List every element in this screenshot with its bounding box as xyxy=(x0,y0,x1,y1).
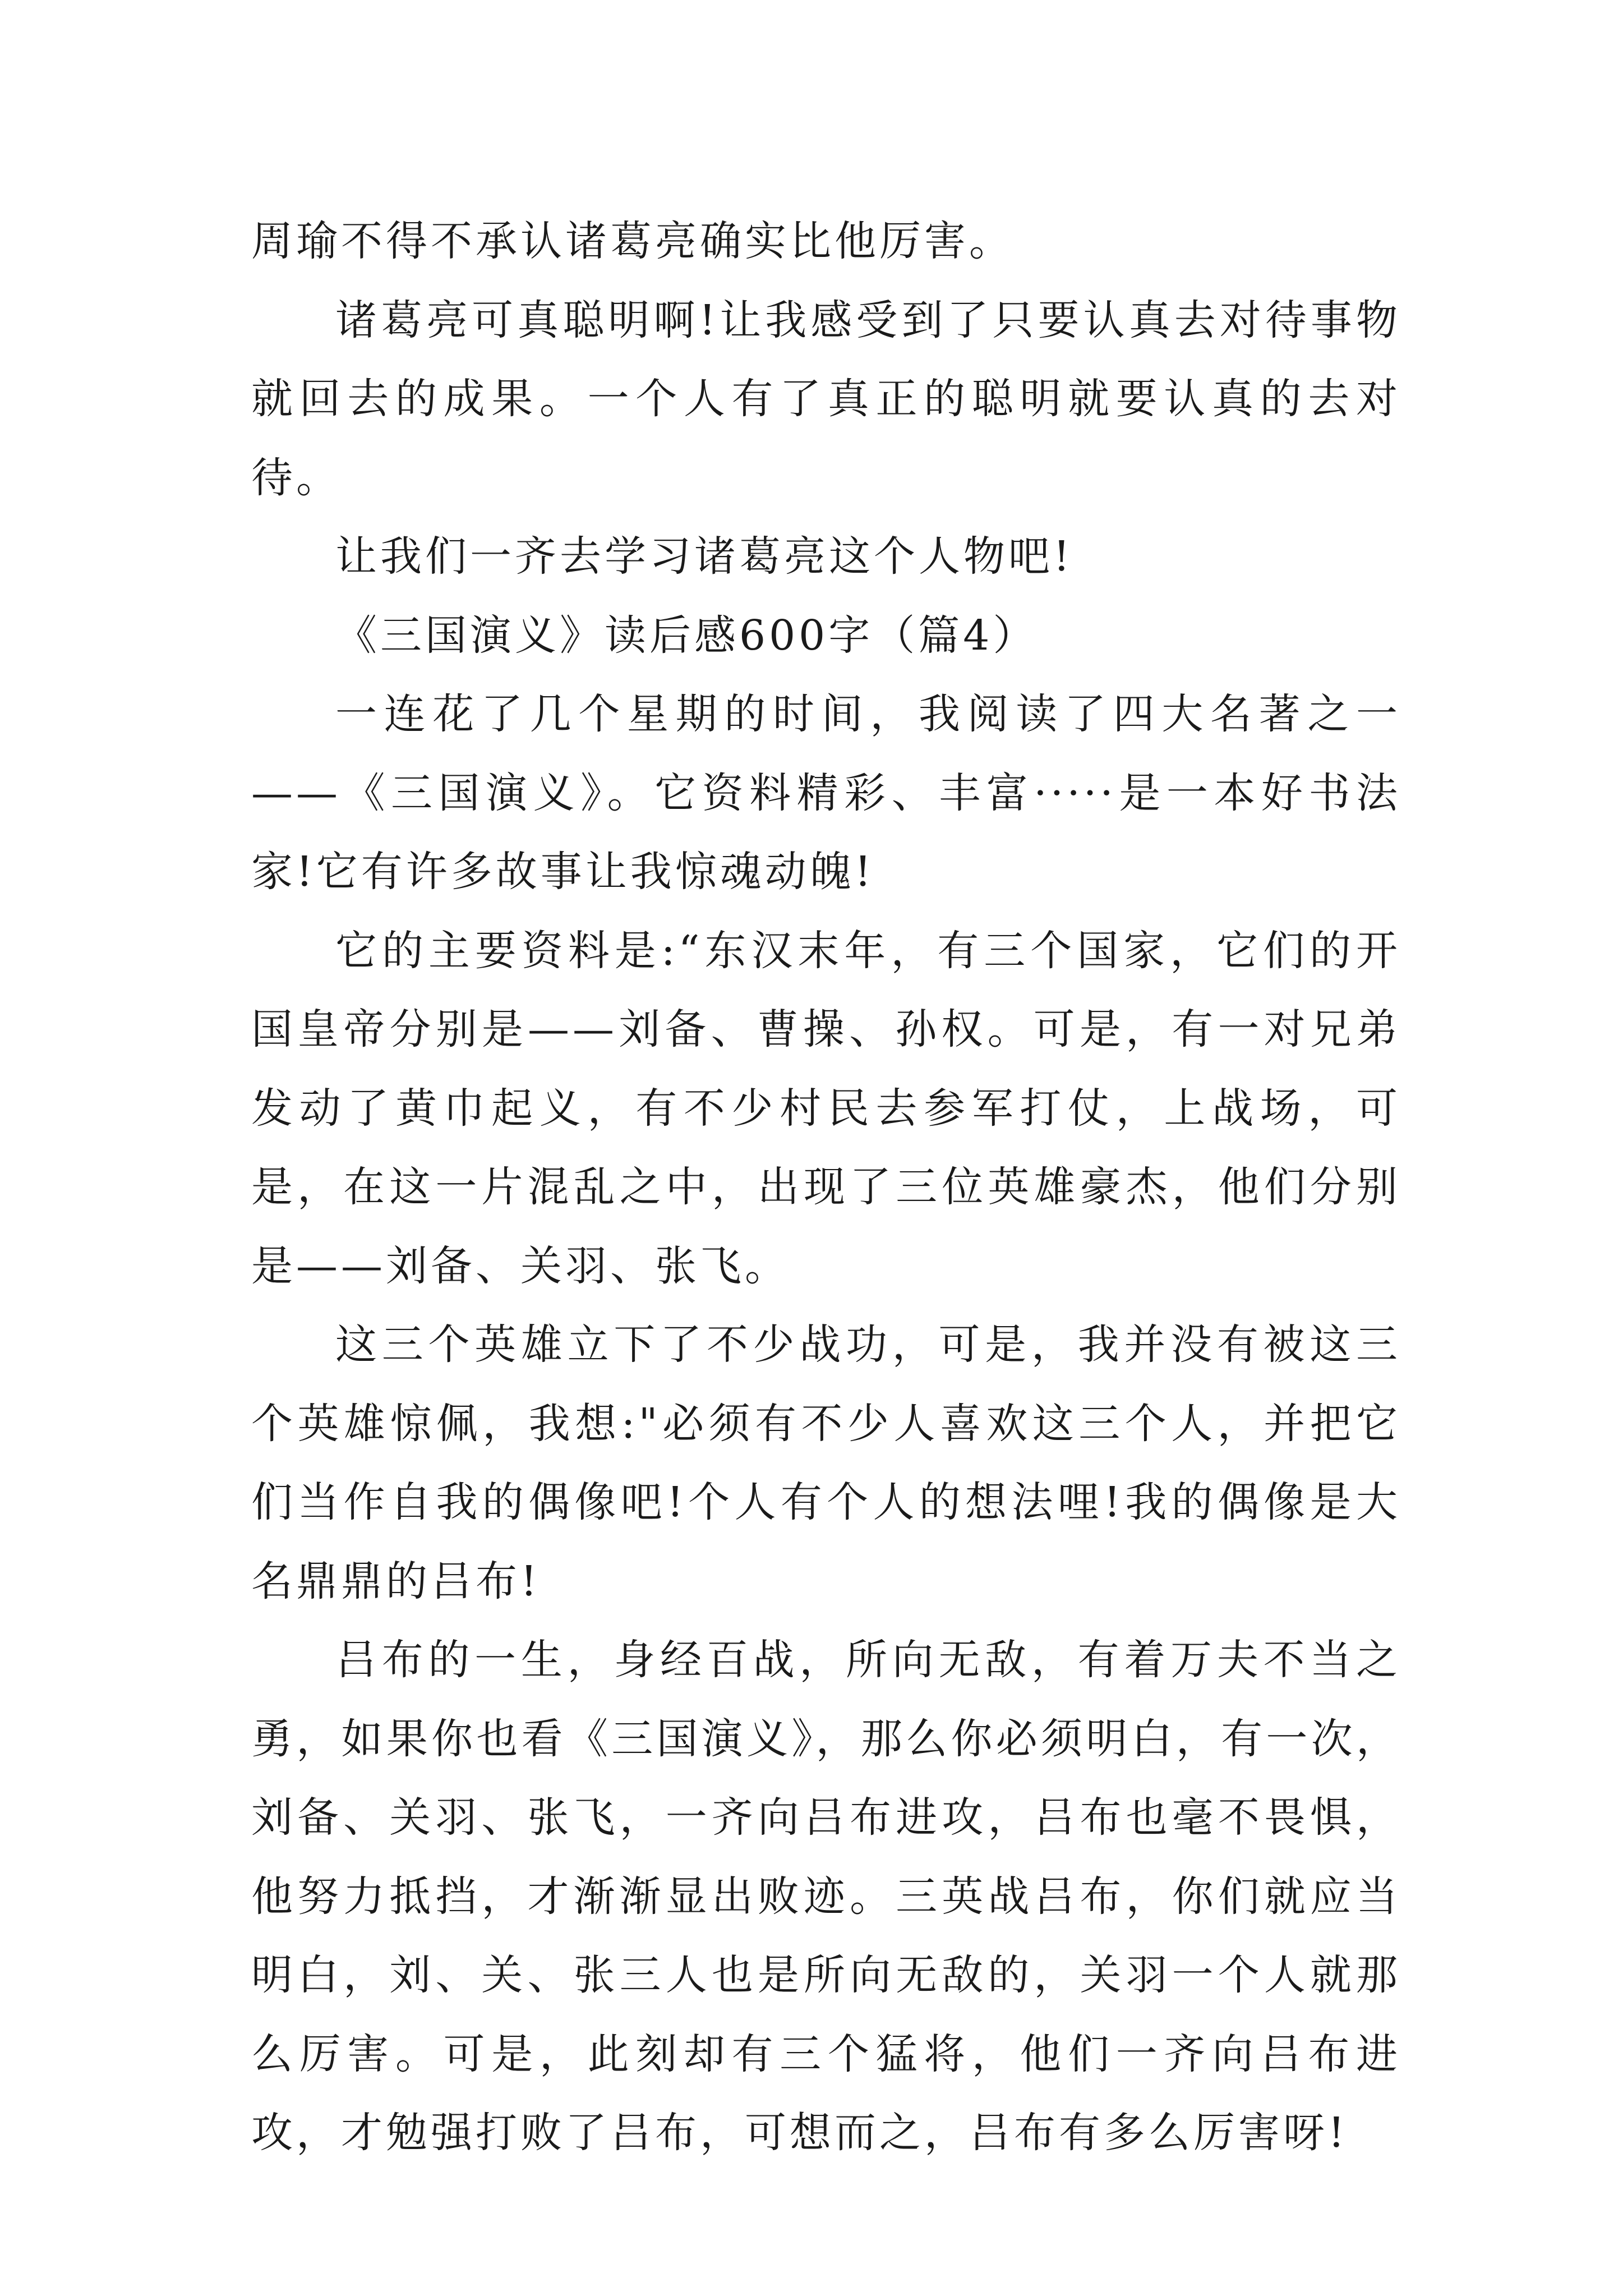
paragraph-5: 它的主要资料是:“东汉末年，有三个国家，它们的开国皇帝分别是——刘备、曹操、孙权。可是，有一对兄弟发动了黄巾起义，有不少村民去参军打仗，上战场，可是，在这一片混乱之中，出现了三位英雄豪杰，他们分别是——刘备、关羽、张飞。 xyxy=(251,926,1401,1290)
paragraph-1: 周瑜不得不承认诸葛亮确实比他厉害。 xyxy=(251,217,1014,265)
paragraph-4: 一连花了几个星期的时间，我阅读了四大名著之一——《三国演义》。它资料精彩、丰富·····是一本好书法家!它有许多故事让我惊魂动魄! xyxy=(251,690,1401,896)
paragraph-7: 吕布的一生，身经百战，所向无敌，有着万夫不当之勇，如果你也看《三国演义》，那么你必须明白，有一次，刘备、关羽、张飞，一齐向吕布进攻，吕布也毫不畏惧，他努力抵挡，才渐渐显出败迹。三英战吕布，你们就应当明白，刘、关、张三人也是所向无敌的，关羽一个人就那么厉害。可是，此刻却有三个猛将，他们一齐向吕布进攻，才勉强打败了吕布，可想而之，吕布有多么厉害呀! xyxy=(251,1636,1401,2157)
section-heading: 《三国演义》读后感600字（篇4） xyxy=(335,611,1038,660)
paragraph-3: 让我们一齐去学习诸葛亮这个人物吧! xyxy=(335,532,1073,581)
paragraph-2: 诸葛亮可真聪明啊!让我感受到了只要认真去对待事物就回去的成果。一个人有了真正的聪明就要认真的去对待。 xyxy=(251,296,1401,502)
paragraph-6: 这三个英雄立下了不少战功，可是，我并没有被这三个英雄惊佩，我想:"必须有不少人喜欢这三个人，并把它们当作自我的偶像吧!个人有个人的想法哩!我的偶像是大名鼎鼎的吕布! xyxy=(251,1320,1401,1605)
document-body xyxy=(251,202,1401,2173)
